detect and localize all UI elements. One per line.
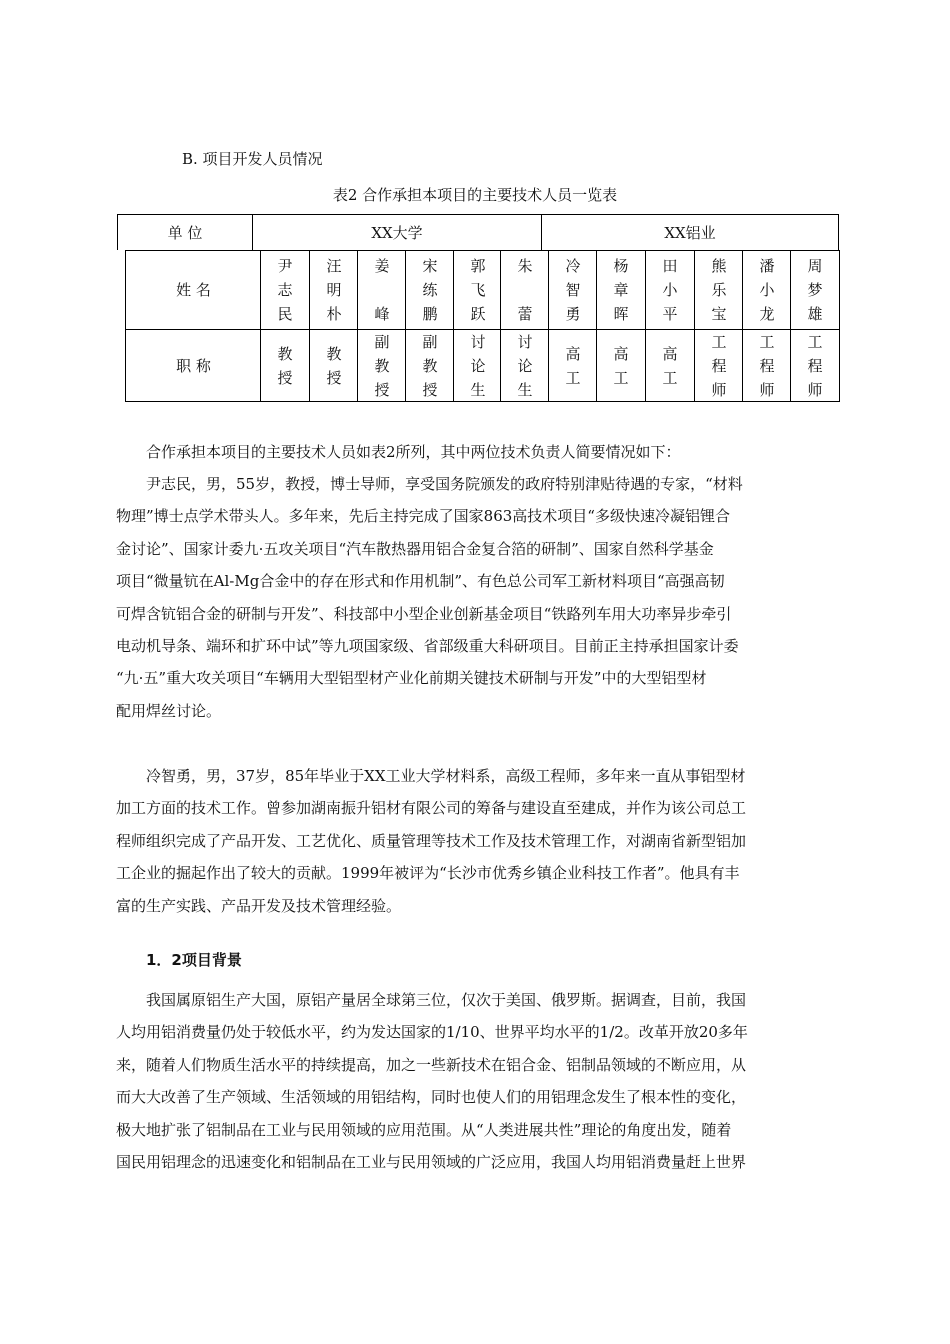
unit-label: 单 位 bbox=[167, 224, 203, 242]
text-line: 我国属原铝生产大国，原铝产量居全球第三位，仅次于美国、俄罗斯。据调查，目前，我国 bbox=[146, 991, 747, 1009]
text-line: 物理”博士点学术带头人。多年来，先后主持完成了国家863高技术项目“多级快速冷凝铝锂合 bbox=[116, 507, 730, 526]
text-line: 冷智勇，男，37岁，85年毕业于XX工业大学材料系，高级工程师，多年来一直从事铝型材 bbox=[146, 767, 746, 785]
text-line: 富的生产实践、产品开发及技术管理经验。 bbox=[116, 896, 402, 915]
paragraph-background bbox=[116, 984, 836, 1178]
name-cell-10: 熊 乐 宝 bbox=[711, 257, 727, 323]
section-heading-b: B. 项目开发人员情况 bbox=[182, 150, 323, 168]
text-line: 而大大改善了生产领域、生活领域的用铝结构，同时也使人们的用铝理念发生了根本性的变化， bbox=[116, 1088, 747, 1107]
title-cell-9: 高 工 bbox=[662, 344, 678, 387]
text-line: 电动机导条、端环和扩环中试”等九项国家级、省部级重大科研项目。目前正主持承担国家计委 bbox=[116, 636, 739, 655]
title-cell-12: 工 程 师 bbox=[807, 332, 823, 399]
name-cell-5: 郭 飞 跃 bbox=[470, 257, 486, 323]
paragraph-leng bbox=[116, 760, 836, 922]
name-label: 姓 名 bbox=[176, 281, 211, 299]
title-cell-3: 副 教 授 bbox=[374, 332, 390, 399]
title-cell-6: 讨 论 生 bbox=[517, 332, 533, 399]
org-a: XX大学 bbox=[371, 224, 423, 242]
title-cell-2: 教 授 bbox=[326, 344, 342, 387]
text-line: 国民用铝理念的迅速变化和铝制品在工业与民用领域的广泛应用，我国人均用铝消费量赶上世界 bbox=[116, 1152, 747, 1171]
name-cell-3: 姜 峰 bbox=[374, 257, 390, 323]
text-line: 工企业的掘起作出了较大的贡献。1999年被评为“长沙市优秀乡镇企业科技工作者”。他具有丰 bbox=[116, 864, 740, 883]
personnel-table-header bbox=[117, 214, 839, 250]
table-caption: 表2 合作承担本项目的主要技术人员一览表 bbox=[332, 186, 618, 204]
section-heading-1-2: 1．2项目背景 bbox=[146, 951, 242, 969]
personnel-table bbox=[125, 250, 840, 402]
title-label: 职 称 bbox=[176, 356, 211, 375]
text-line: 人均用铝消费量仍处于较低水平，约为发达国家的1/10、世界平均水平的1/2。改革开放20多年 bbox=[116, 1023, 748, 1042]
text-line: 尹志民，男，55岁，教授，博士导师，享受国务院颁发的政府特别津贴待遇的专家，“材料 bbox=[146, 475, 743, 493]
text-line: 金讨论”、国家计委九·五攻关项目“汽车散热器用铝合金复合箔的研制”、国家自然科学基金 bbox=[116, 539, 714, 558]
titles-row bbox=[126, 330, 839, 401]
title-cell-10: 工 程 师 bbox=[711, 332, 727, 399]
text-line: 程师组织完成了产品开发、工艺优化、质量管理等技术工作及技术管理工作，对湖南省新型铝加 bbox=[116, 831, 747, 850]
title-cell-11: 工 程 师 bbox=[759, 332, 775, 399]
title-cell-5: 讨 论 生 bbox=[470, 332, 486, 399]
title-cell-7: 高 工 bbox=[565, 344, 581, 387]
text-line: 配用焊丝讨论。 bbox=[116, 701, 222, 720]
text-line: 极大地扩张了铝制品在工业与民用领域的应用范围。从“人类进展共性”理论的角度出发，随着 bbox=[116, 1120, 732, 1139]
text-line: “九·五”重大攻关项目“车辆用大型铝型材产业化前期关键技术研制与开发”中的大型铝型材 bbox=[116, 669, 707, 688]
name-cell-1: 尹 志 民 bbox=[277, 257, 293, 323]
name-cell-7: 冷 智 勇 bbox=[565, 257, 581, 323]
name-cell-12: 周 梦 雄 bbox=[807, 257, 823, 323]
name-cell-4: 宋 练 鹏 bbox=[422, 257, 438, 323]
text-line: 来，随着人们物质生活水平的持续提高，加之一些新技术在铝合金、铝制品领域的不断应用，从 bbox=[116, 1055, 747, 1074]
paragraph-intro: 合作承担本项目的主要技术人员如表2所列，其中两位技术负责人简要情况如下： bbox=[146, 443, 681, 461]
name-cell-6: 朱 蕾 bbox=[517, 257, 533, 323]
names-row bbox=[126, 251, 839, 329]
title-cell-4: 副 教 授 bbox=[422, 332, 438, 399]
text-line: 加工方面的技术工作。曾参加湖南振升铝材有限公司的筹备与建设直至建成，并作为该公司总工 bbox=[116, 799, 747, 818]
org-b: XX铝业 bbox=[664, 224, 716, 242]
name-cell-2: 汪 明 朴 bbox=[326, 257, 342, 323]
title-cell-1: 教 授 bbox=[277, 344, 293, 387]
title-cell-8: 高 工 bbox=[613, 344, 629, 387]
text-line: 可焊含钪铝合金的研制与开发”、科技部中小型企业创新基金项目“铁路列车用大功率异步牵引 bbox=[116, 604, 732, 623]
paragraph-yin bbox=[116, 468, 836, 727]
name-cell-8: 杨 章 晖 bbox=[613, 257, 629, 323]
text-line: 项目“微量钪在Al-Mg合金中的存在形式和作用机制”、有色总公司军工新材料项目“高强高韧 bbox=[116, 572, 725, 591]
name-cell-11: 潘 小 龙 bbox=[759, 257, 775, 323]
name-cell-9: 田 小 平 bbox=[662, 257, 678, 323]
